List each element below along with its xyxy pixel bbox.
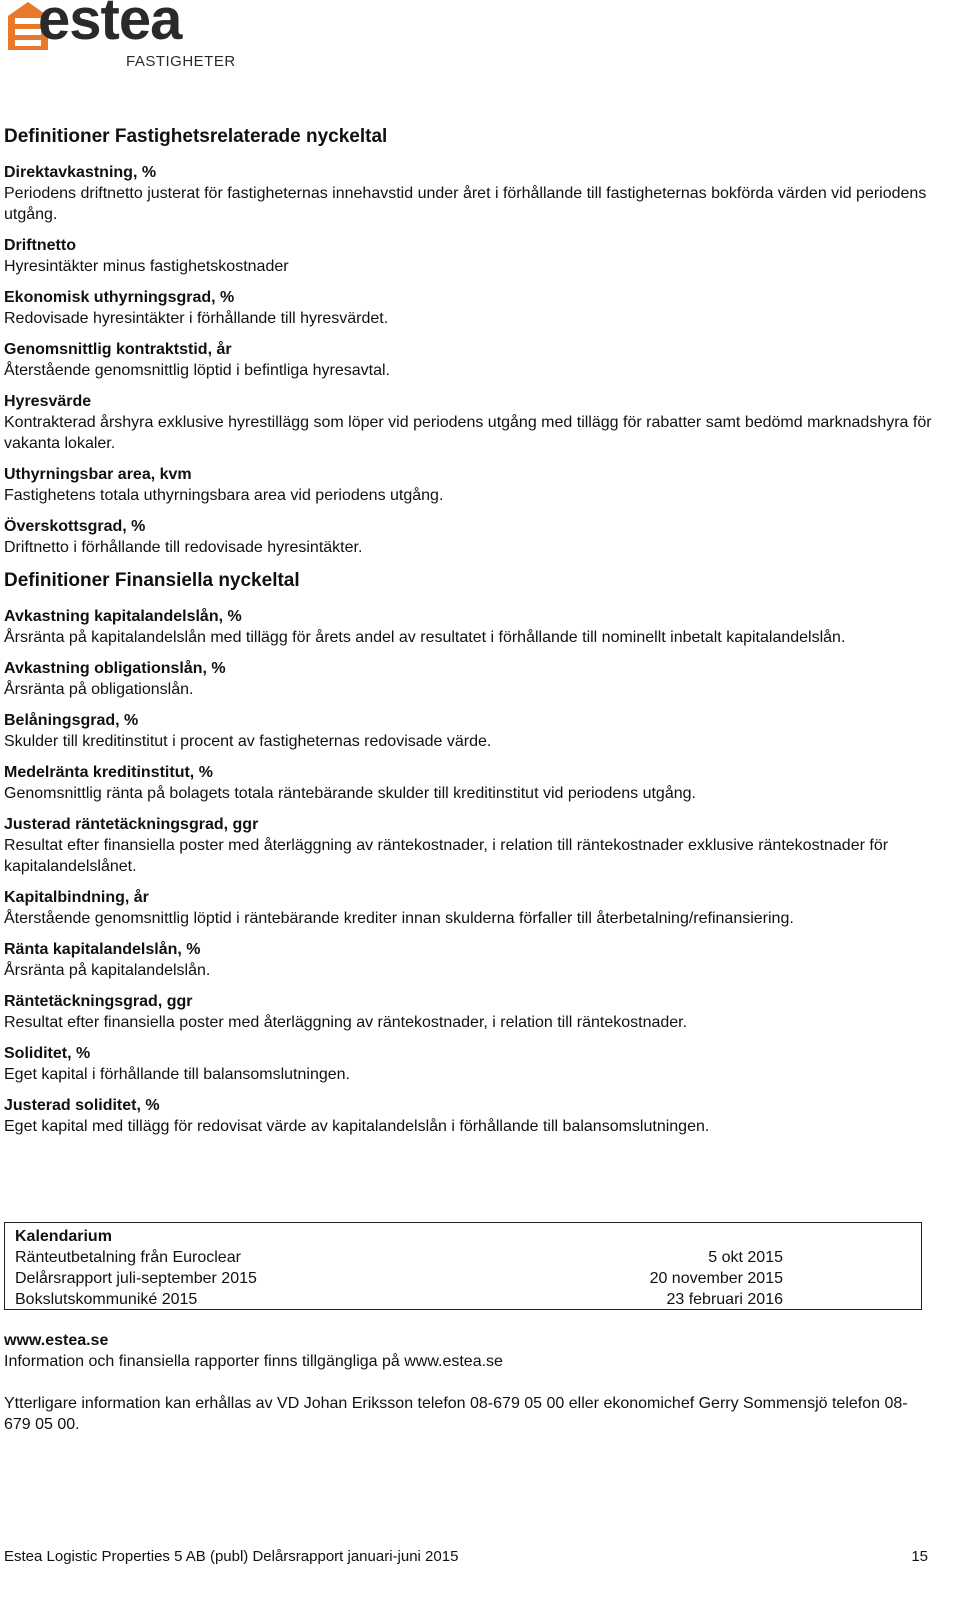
definition-text: Fastighetens totala uthyrningsbara area vid periodens utgång. — [4, 487, 444, 504]
definition-term: Genomsnittlig kontraktstid, år — [4, 341, 232, 358]
definition-term: Ekonomisk uthyrningsgrad, % — [4, 289, 235, 306]
definition-text: Årsränta på obligationslån. — [4, 681, 194, 698]
page-footer — [4, 1548, 928, 1565]
definition-term: Justerad soliditet, % — [4, 1097, 160, 1114]
definition-term: Medelränta kreditinstitut, % — [4, 764, 213, 781]
calendar-event: Ränteutbetalning från Euroclear — [15, 1249, 241, 1266]
page-number: 15 — [911, 1548, 928, 1565]
definition-text: Årsränta på kapitalandelslån med tillägg för årets andel av resultatet i förhållande till nominellt inbetalt kapitalandelslån. — [4, 629, 846, 646]
calendar-date: 5 okt 2015 — [708, 1249, 783, 1266]
definition-entry — [4, 162, 944, 225]
definition-entry — [4, 1043, 944, 1085]
definition-term: Överskottsgrad, % — [4, 518, 146, 535]
calendar-box — [4, 1222, 922, 1310]
calendar-row — [15, 1268, 783, 1289]
calendar-row — [15, 1247, 783, 1268]
logo-wordmark: estea — [38, 0, 182, 52]
definition-text: Resultat efter finansiella poster med återläggning av räntekostnader, i relation till räntekostnader. — [4, 1014, 688, 1031]
definition-text: Resultat efter finansiella poster med återläggning av räntekostnader, i relation till räntekostnader exklusive räntekostnader för kapitalandelslånet. — [4, 837, 889, 875]
definition-entry — [4, 516, 944, 558]
definition-entry — [4, 939, 944, 981]
definition-text: Hyresintäkter minus fastighetskostnader — [4, 258, 289, 275]
definition-term: Ränta kapitalandelslån, % — [4, 941, 201, 958]
definitions-content — [4, 126, 944, 1147]
footer-report-title: Estea Logistic Properties 5 AB (publ) Delårsrapport januari-juni 2015 — [4, 1548, 459, 1565]
definition-entry — [4, 887, 944, 929]
definition-term: Hyresvärde — [4, 393, 92, 410]
definition-term: Direktavkastning, % — [4, 164, 157, 181]
definition-text: Skulder till kreditinstitut i procent av fastigheternas redovisade värde. — [4, 733, 492, 750]
definition-text: Driftnetto i förhållande till redovisade hyresintäkter. — [4, 539, 363, 556]
definition-term: Räntetäckningsgrad, ggr — [4, 993, 193, 1010]
calendar-rows — [15, 1247, 911, 1310]
definition-term: Avkastning kapitalandelslån, % — [4, 608, 242, 625]
website-link[interactable]: www.estea.se — [4, 1332, 109, 1349]
definition-text: Kontrakterad årshyra exklusive hyrestillägg som löper vid periodens utgång med tillägg för rabatter samt bedömd marknadshyra för vakanta lokaler. — [4, 414, 932, 452]
definition-entry — [4, 235, 944, 277]
definition-text: Årsränta på kapitalandelslån. — [4, 962, 211, 979]
definition-term: Belåningsgrad, % — [4, 712, 139, 729]
definition-term: Justerad räntetäckningsgrad, ggr — [4, 816, 259, 833]
financial-definitions-list — [4, 606, 944, 1137]
definition-entry — [4, 391, 944, 454]
website-info-text: Information och finansiella rapporter finns tillgängliga på www.estea.se — [4, 1353, 503, 1370]
contact-info-text: Ytterligare information kan erhållas av VD Johan Eriksson telefon 08-679 05 00 eller ekonomichef Gerry Sommensjö telefon 08-679 05 00. — [4, 1395, 908, 1433]
calendar-date: 23 februari 2016 — [666, 1291, 783, 1308]
calendar-event: Bokslutskommuniké 2015 — [15, 1291, 198, 1308]
definition-term: Kapitalbindning, år — [4, 889, 149, 906]
definition-text: Genomsnittlig ränta på bolagets totala räntebärande skulder till kreditinstitut vid periodens utgång. — [4, 785, 696, 802]
definition-term: Soliditet, % — [4, 1045, 91, 1062]
definition-entry — [4, 1095, 944, 1137]
definition-entry — [4, 991, 944, 1033]
definition-text: Återstående genomsnittlig löptid i räntebärande krediter innan skulderna förfaller till återbetalning/refinansiering. — [4, 910, 794, 927]
definition-text: Eget kapital i förhållande till balansomslutningen. — [4, 1066, 350, 1083]
definition-entry — [4, 287, 944, 329]
definition-entry — [4, 710, 944, 752]
definition-term: Avkastning obligationslån, % — [4, 660, 226, 677]
definition-entry — [4, 658, 944, 700]
definition-term: Uthyrningsbar area, kvm — [4, 466, 192, 483]
property-definitions-list — [4, 162, 944, 558]
calendar-title: Kalendarium — [15, 1228, 112, 1245]
definition-text: Eget kapital med tillägg för redovisat värde av kapitalandelslån i förhållande till balansomslutningen. — [4, 1118, 710, 1135]
calendar-row — [15, 1289, 783, 1310]
definition-entry — [4, 606, 944, 648]
calendar-event: Delårsrapport juli-september 2015 — [15, 1270, 257, 1287]
definition-entry — [4, 762, 944, 804]
definition-term: Driftnetto — [4, 237, 76, 254]
logo-subtitle: FASTIGHETER — [126, 53, 236, 70]
section-title-financial: Definitioner Finansiella nyckeltal — [4, 570, 300, 591]
definition-text: Periodens driftnetto justerat för fastigheternas innehavstid under året i förhållande till fastigheternas bokförda värden vid periodens utgång. — [4, 185, 927, 223]
calendar-date: 20 november 2015 — [649, 1270, 783, 1287]
definition-text: Återstående genomsnittlig löptid i befintliga hyresavtal. — [4, 362, 390, 379]
section-title-property: Definitioner Fastighetsrelaterade nyckeltal — [4, 126, 388, 147]
estea-logo — [8, 0, 248, 72]
definition-entry — [4, 814, 944, 877]
definition-entry — [4, 464, 944, 506]
definition-entry — [4, 339, 944, 381]
definition-text: Redovisade hyresintäkter i förhållande till hyresvärdet. — [4, 310, 389, 327]
web-info — [4, 1330, 934, 1435]
